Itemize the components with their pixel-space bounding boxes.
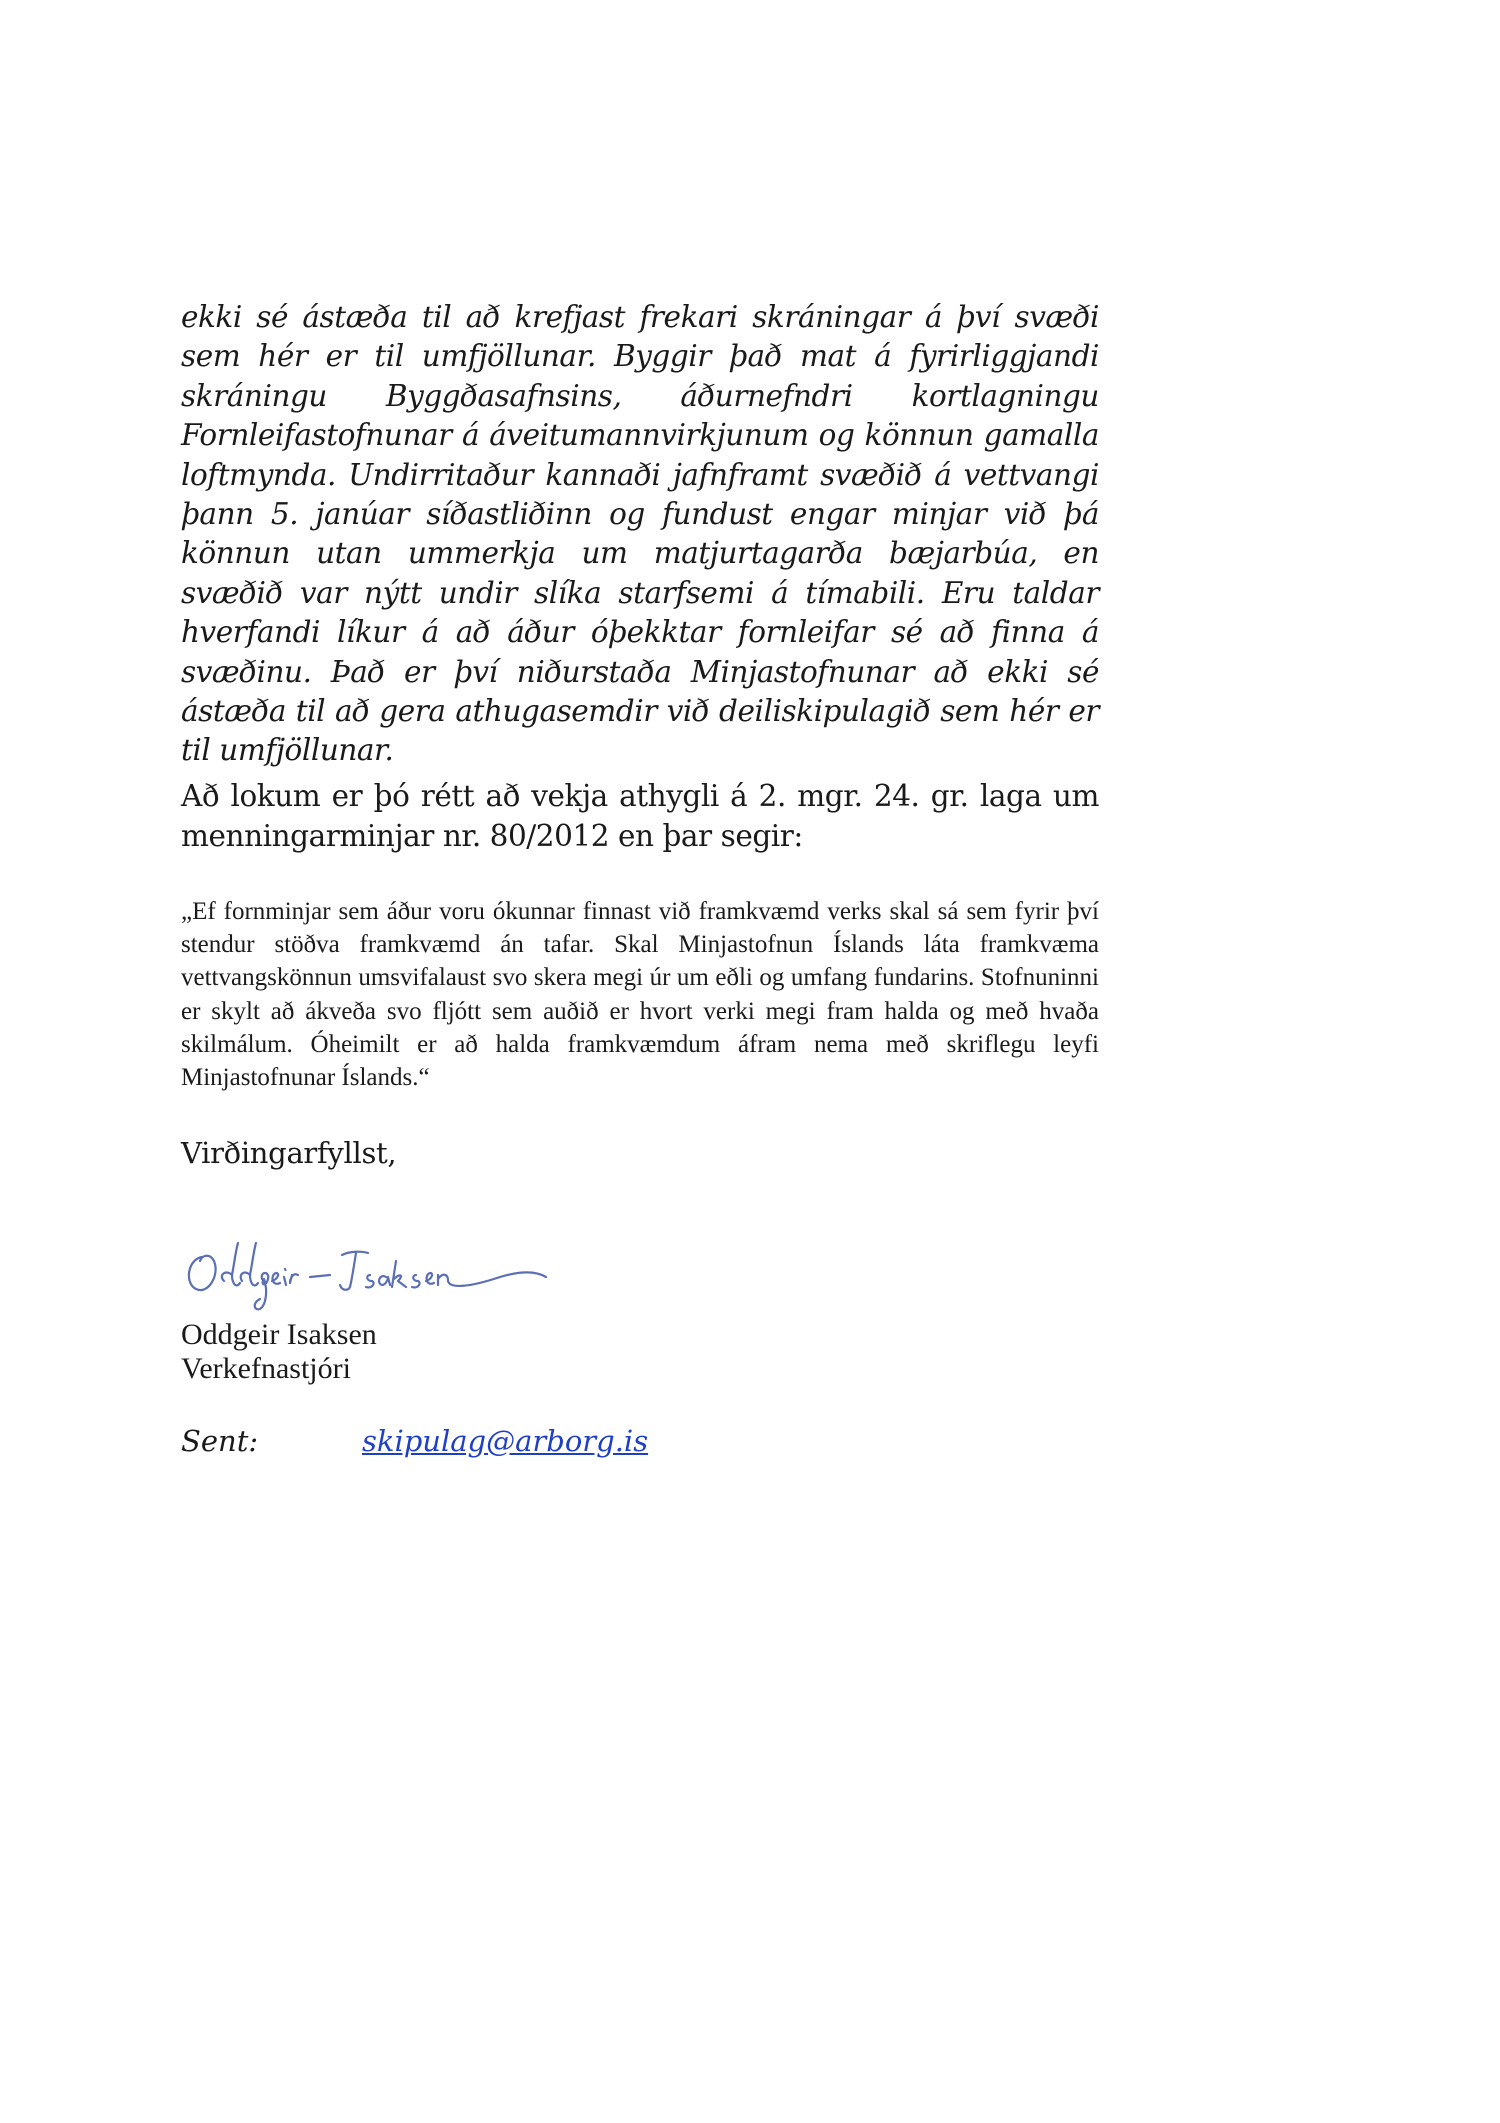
law-quote-paragraph: „Ef fornminjar sem áður voru ókunnar finnast við framkvæmd verks skal sá sem fyrir því stendur stöðva framkvæmd án tafar. Skal Minjastofnun Íslands láta framkvæma vettvangskönnun umsvifalaust svo skera megi úr um eðli og umfang fundarins. Stofnuninni er skylt að ákveða svo fljótt sem auðið er hvort verki megi fram halda og með hvaða skilmálum. Óheimilt er að halda framkvæmdum áfram nema með skriflegu leyfi Minjastofnunar Íslands.“ <box>181 898 1099 1092</box>
signature-text: Oddgeir Isaksen <box>180 1205 187 1206</box>
sent-email-link[interactable]: skipulag@arborg.is <box>362 1424 649 1458</box>
signer-name: Oddgeir Isaksen <box>181 1318 377 1351</box>
handwritten-signature <box>180 1205 560 1315</box>
sent-label: Sent: <box>181 1424 259 1458</box>
body-paragraph-italic: ekki sé ástæða til að krefjast frekari skráningar á því svæði sem hér er til umfjöllunar. Byggir það mat á fyrirliggjandi skráningu Byggðasafnsins, áðurnefndri kortlagningu Fornleifastofnunar á áveitumannvirkjunum og könnun gamalla loftmynda. Undirritaður kannaði jafnframt svæðið á vettvangi þann 5. janúar síðastliðinn og fundust engar minjar við þá könnun utan ummerkja um matjurtagarða bæjarbúa, en svæðið var nýtt undir slíka starfsemi á tímabili. Eru taldar hverfandi líkur á að áður óþekktar fornleifar sé að finna á svæðinu. Það er því niðurstaða Minjastofnunar að ekki sé ástæða til að gera athugasemdir við deiliskipulagið sem hér er til umfjöllunar. <box>181 300 1099 768</box>
closing-salutation: Virðingarfyllst, <box>181 1136 397 1170</box>
signer-title: Verkefnastjóri <box>181 1352 351 1385</box>
law-intro-paragraph: Að lokum er þó rétt að vekja athygli á 2. mgr. 24. gr. laga um menningarminjar nr. 80/2012 en þar segir: <box>181 779 1099 853</box>
